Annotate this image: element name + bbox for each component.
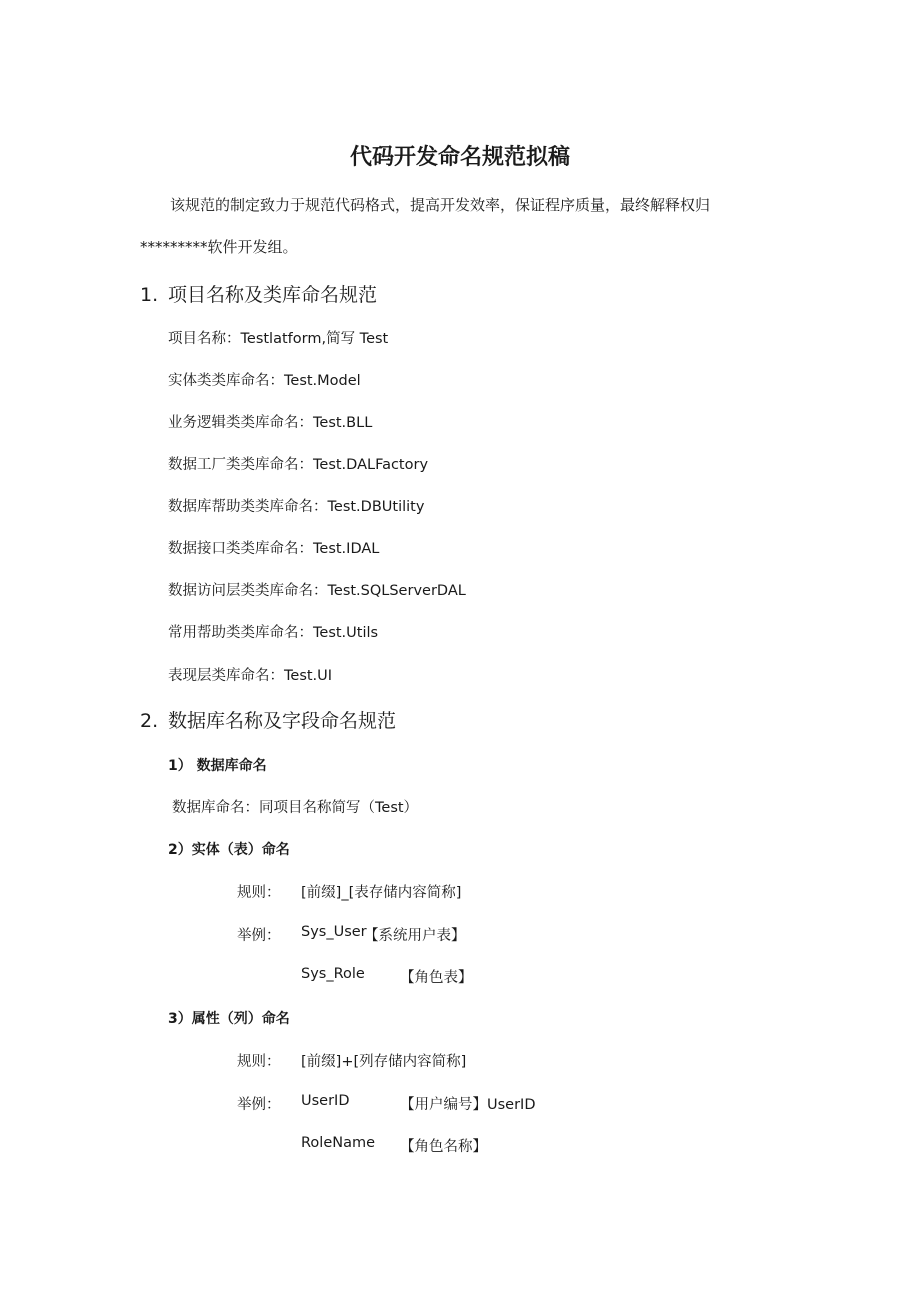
example-name: Sys_User — [301, 924, 367, 940]
section-1-number: 1. — [140, 284, 159, 306]
intro-line-1: 该规范的制定致力于规范代码格式，提高开发效率，保证程序质量，最终解释权归 — [170, 196, 711, 214]
subsection-1-heading: 1） 数据库命名 — [168, 758, 267, 774]
example-label: 举例： — [237, 928, 281, 944]
example-name: UserID — [301, 1093, 350, 1109]
subsection-3-heading: 3）属性（列）命名 — [168, 1011, 290, 1027]
rule-label: 规则： — [237, 1054, 281, 1070]
example-label: 举例： — [237, 1097, 281, 1113]
list-item: 业务逻辑类类库命名：Test.BLL — [168, 415, 373, 431]
subsection-1-text: 数据库命名：同项目名称简写（Test） — [172, 800, 419, 816]
list-item: 常用帮助类类库命名：Test.Utils — [168, 625, 379, 641]
section-2-title: 数据库名称及字段命名规范 — [168, 710, 397, 732]
example-note: 【用户编号】UserID — [400, 1097, 536, 1113]
example-name: RoleName — [301, 1135, 376, 1151]
section-1-title: 项目名称及类库命名规范 — [168, 284, 378, 306]
example-note: 【角色名称】 — [400, 1139, 487, 1155]
section-1-heading — [140, 280, 377, 307]
document-title: 代码开发命名规范拟稿 — [349, 145, 570, 170]
example-note: 【系统用户表】 — [364, 928, 466, 944]
intro-line-2: *********软件开发组。 — [140, 238, 298, 256]
section-2-number: 2. — [140, 710, 159, 732]
rule-value: [前缀]_[表存储内容简称] — [301, 885, 462, 901]
rule-label: 规则： — [237, 885, 281, 901]
list-item: 表现层类库命名：Test.UI — [168, 668, 333, 684]
list-item: 数据访问层类类库命名：Test.SQLServerDAL — [168, 583, 466, 599]
list-item: 实体类类库命名：Test.Model — [168, 373, 361, 389]
section-2-heading — [140, 706, 396, 733]
example-name: Sys_Role — [301, 966, 365, 982]
list-item: 项目名称：Testlatform,简写 Test — [168, 331, 389, 347]
list-item: 数据工厂类类库命名：Test.DALFactory — [168, 457, 429, 473]
rule-value: [前缀]+[列存储内容简称] — [301, 1054, 467, 1070]
example-note: 【角色表】 — [400, 970, 473, 986]
list-item: 数据库帮助类类库命名：Test.DBUtility — [168, 499, 425, 515]
list-item: 数据接口类类库命名：Test.IDAL — [168, 541, 380, 557]
subsection-2-heading: 2）实体（表）命名 — [168, 842, 290, 858]
